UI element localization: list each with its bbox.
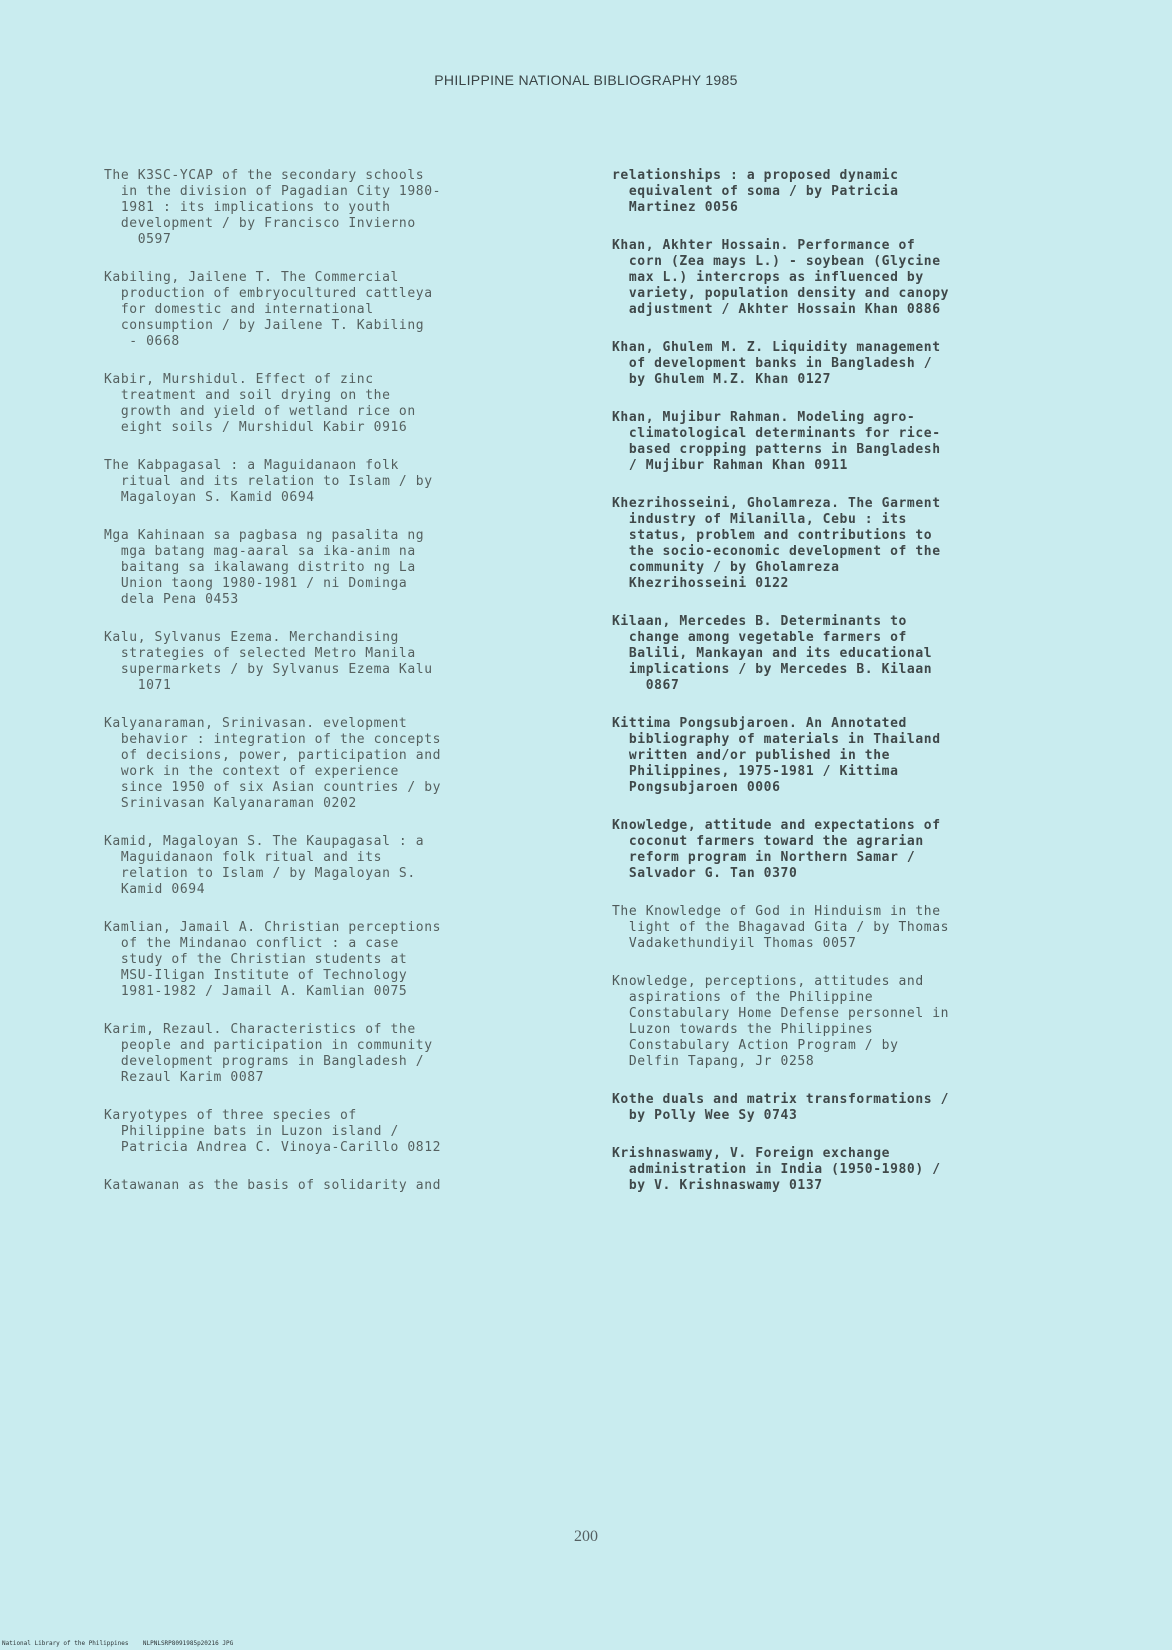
bibliography-entry: Karyotypes of three species of Philippine bats in Luzon island / Patricia Andrea C. Vinoya-Carillo 0812 (104, 1108, 442, 1155)
bibliography-entry: The Kabpagasal : a Maguidanaon folk ritual and its relation to Islam / by Magaloyan S. Kamid 0694 (104, 458, 433, 505)
bibliography-entry: Kamlian, Jamail A. Christian perceptions of the Mindanao conflict : a case study of the Christian students at MSU-Iligan Institute of Technology 1981-1982 / Jamail A. Kamlian 0075 (104, 920, 442, 999)
bibliography-entry: Krishnaswamy, V. Foreign exchange administration in India (1950-1980) / by V. Krishnaswamy 0137 (612, 1146, 941, 1193)
bibliography-entry: Kilaan, Mercedes B. Determinants to change among vegetable farmers of Balili, Mankayan and its educational implications / by Mercedes B. Kilaan 0867 (612, 614, 933, 693)
bibliography-entry: Karim, Rezaul. Characteristics of the people and participation in community development programs in Bangladesh / Rezaul Karim 0087 (104, 1022, 433, 1085)
bibliography-entry: The K3SC-YCAP of the secondary schools in the division of Pagadian City 1980- 1981 : its implications to youth development / by Francisco Invierno 0597 (104, 168, 442, 247)
bibliography-entry: Kamid, Magaloyan S. The Kaupagasal : a Maguidanaon folk ritual and its relation to Islam / by Magaloyan S. Kamid 0694 (104, 834, 425, 897)
bibliography-entry: Khan, Akhter Hossain. Performance of corn (Zea mays L.) - soybean (Glycine max L.) intercrops as influenced by variety, population density and canopy adjustment / Akhter Hossain Khan 0886 (612, 238, 950, 317)
bibliography-entry: Kalu, Sylvanus Ezema. Merchandising strategies of selected Metro Manila supermarkets / by Sylvanus Ezema Kalu 1071 (104, 630, 433, 693)
left-column (104, 168, 559, 1216)
bibliography-entry: Knowledge, attitude and expectations of coconut farmers toward the agrarian reform program in Northern Samar / Salvador G. Tan 0370 (612, 818, 941, 881)
bibliography-entry: Kittima Pongsubjaroen. An Annotated bibliography of materials in Thailand written and/or published in the Philippines, 1975-1981 / Kittima Pongsubjaroen 0006 (612, 716, 941, 795)
bibliography-entry: Kabiling, Jailene T. The Commercial production of embryocultured cattleya for domestic and international consumption / by Jailene T. Kabiling - 0668 (104, 270, 433, 349)
bibliography-entry: Kalyanaraman, Srinivasan. evelopment behavior : integration of the concepts of decisions, power, participation and work in the context of experience since 1950 of six Asian countries / by Srinivasan Kalyanaraman 0202 (104, 716, 442, 811)
bibliography-entry: Khan, Ghulem M. Z. Liquidity management of development banks in Bangladesh / by Ghulem M.Z. Khan 0127 (612, 340, 941, 387)
bibliography-entry: Kothe duals and matrix transformations / by Polly Wee Sy 0743 (612, 1092, 950, 1123)
bibliography-entry: Knowledge, perceptions, attitudes and aspirations of the Philippine Constabulary Home Defense personnel in Luzon towards the Philippines Constabulary Action Program / by Delfin Tapang, Jr 0258 (612, 974, 950, 1069)
bibliography-entry: relationships : a proposed dynamic equivalent of soma / by Patricia Martinez 0056 (612, 168, 899, 215)
bibliography-entry: Katawanan as the basis of solidarity and (104, 1178, 442, 1193)
bibliography-entry: Khan, Mujibur Rahman. Modeling agro- climatological determinants for rice- based cropping patterns in Bangladesh / Mujibur Rahman Khan 0911 (612, 410, 941, 473)
page-header: PHILIPPINE NATIONAL BIBLIOGRAPHY 1985 (434, 72, 738, 88)
page-number: 200 (574, 1528, 598, 1545)
bibliography-entry: Mga Kahinaan sa pagbasa ng pasalita ng mga batang mag-aaral sa ika-anim na baitang sa ikalawang distrito ng La Union taong 1980-1981 / ni Dominga dela Pena 0453 (104, 528, 425, 607)
bibliography-entry: Khezrihosseini, Gholamreza. The Garment industry of Milanilla, Cebu : its status, problem and contributions to the socio-economic development of the community / by Gholamreza Khezrihosseini 0122 (612, 496, 941, 591)
bibliography-entry: The Knowledge of God in Hinduism in the light of the Bhagavad Gita / by Thomas Vadakethundiyil Thomas 0057 (612, 904, 950, 951)
right-column (612, 168, 1067, 1216)
bibliography-entry: Kabir, Murshidul. Effect of zinc treatment and soil drying on the growth and yield of wetland rice on eight soils / Murshidul Kabir 0916 (104, 372, 416, 435)
scan-credit: National Library of the Philippines NLPNLSRP8091985p20216 JPG (2, 1640, 234, 1647)
